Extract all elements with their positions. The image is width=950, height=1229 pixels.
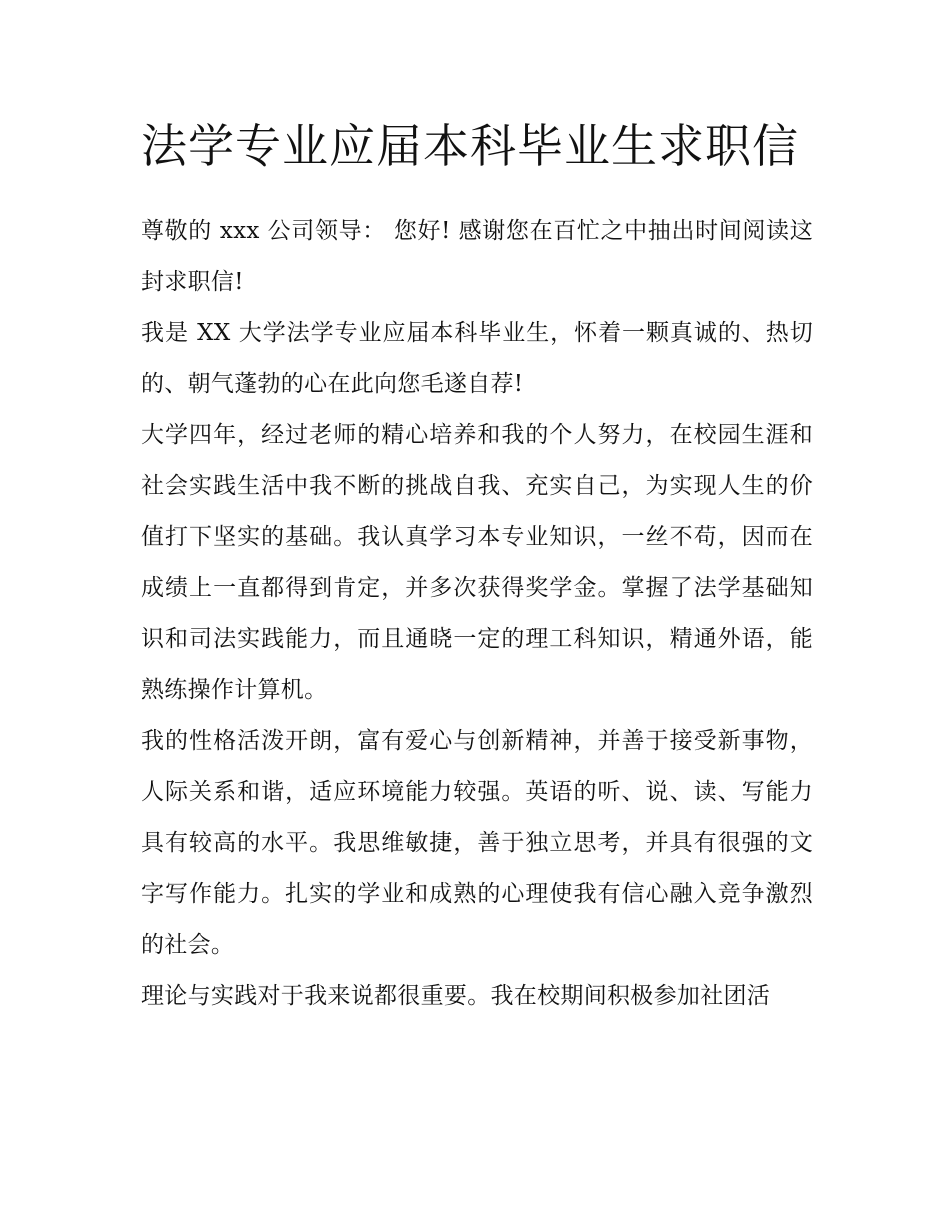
paragraph-education: 大学四年，经过老师的精心培养和我的个人努力，在校园生涯和社会实践生活中我不断的挑战自我、充实自己，为实现人生的价值打下坚实的基础。我认真学习本专业知识，一丝不苟，因而在成绩上一直都得到肯定，并多次获得奖学金。掌握了法学基础知识和司法实践能力，而且通晓一定的理工科知识，精通外语，能熟练操作计算机。: [141, 422, 813, 703]
paragraph-greeting: 尊敬的 xxx 公司领导： 您好! 感谢您在百忙之中抽出时间阅读这封求职信!: [141, 218, 813, 295]
title-spacer: [141, 180, 813, 206]
paragraph-personality: 我的性格活泼开朗，富有爱心与创新精神，并善于接受新事物，人际关系和谐，适应环境能力较强。英语的听、说、读、写能力具有较高的水平。我思维敏捷，善于独立思考，并具有很强的文字写作能力。扎实的学业和成熟的心理使我有信心融入竞争激烈的社会。: [141, 728, 813, 958]
document-body: [141, 112, 813, 1022]
paragraph-practice: 理论与实践对于我来说都很重要。我在校期间积极参加社团活: [141, 983, 771, 1009]
document-title: 法学专业应届本科毕业生求职信: [141, 119, 799, 173]
paragraph-introduction: 我是 XX 大学法学专业应届本科毕业生，怀着一颗真诚的、热切的、朝气蓬勃的心在此向您毛遂自荐!: [141, 320, 813, 397]
